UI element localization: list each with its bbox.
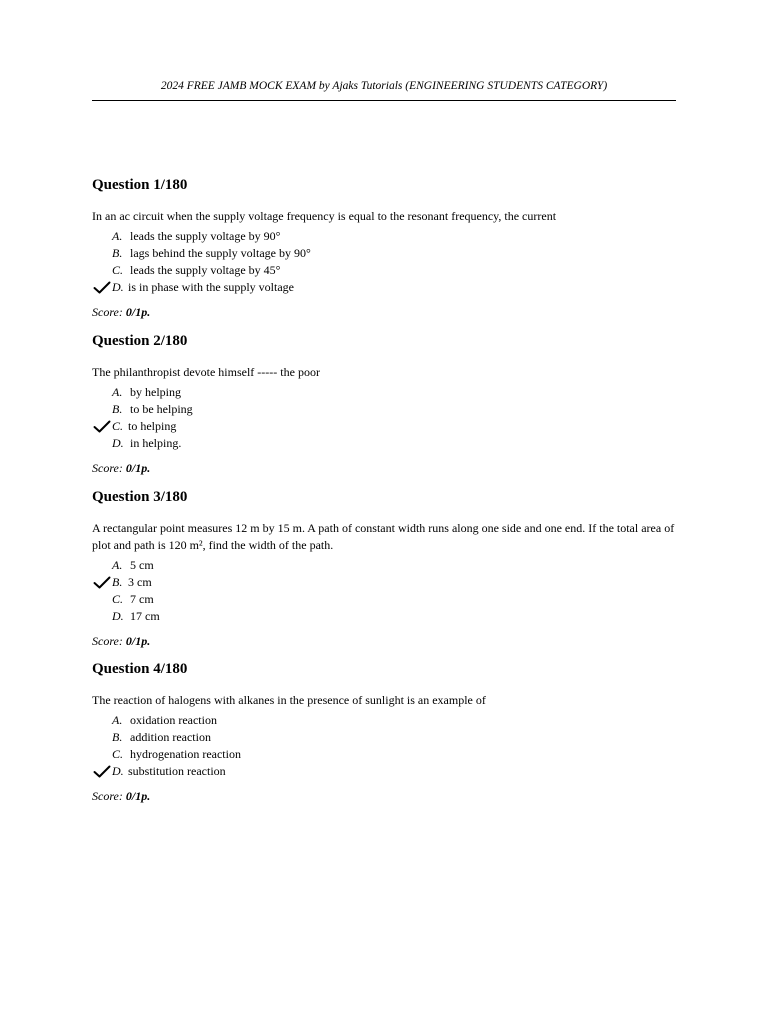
option-letter: C. [112, 747, 124, 761]
option-text: hydrogenation reaction [130, 747, 241, 761]
option-letter: B. [112, 246, 123, 260]
option-a[interactable] [92, 557, 676, 574]
option-b[interactable] [92, 401, 676, 418]
option-text: oxidation reaction [130, 713, 217, 727]
question-text: A rectangular point measures 12 m by 15 m. A path of constant width runs along one side and one end. If the total area of plot and path is 120 m², find the width of the path. [92, 521, 675, 552]
question-text: In an ac circuit when the supply voltage frequency is equal to the resonant frequency, the current [92, 209, 557, 223]
score-line [92, 633, 676, 650]
score-label: Score: [92, 634, 123, 648]
option-letter: C. [112, 419, 124, 433]
option-text: to helping [128, 419, 177, 433]
option-letter: B. [112, 402, 123, 416]
option-d[interactable] [92, 763, 676, 780]
option-c[interactable] [92, 591, 676, 608]
checkmark-icon [93, 420, 111, 433]
option-text: by helping [130, 385, 181, 399]
option-letter: D. [112, 436, 124, 450]
option-text: 5 cm [130, 558, 154, 572]
option-c[interactable] [92, 418, 676, 435]
option-text: in helping. [130, 436, 182, 450]
checkmark-icon [93, 576, 111, 589]
option-d[interactable] [92, 279, 676, 296]
score-label: Score: [92, 789, 123, 803]
option-d[interactable] [92, 608, 676, 625]
question-title: Question 2/180 [92, 333, 188, 349]
option-list [92, 557, 676, 625]
option-letter: B. [112, 575, 123, 589]
option-text: substitution reaction [128, 764, 226, 778]
option-c[interactable] [92, 746, 676, 763]
question-title: Question 3/180 [92, 489, 188, 505]
page-header: 2024 FREE JAMB MOCK EXAM by Ajaks Tutorials (ENGINEERING STUDENTS CATEGORY) [160, 80, 608, 92]
question-block-2 [92, 332, 676, 477]
option-letter: A. [112, 229, 123, 243]
option-a[interactable] [92, 712, 676, 729]
option-letter: C. [112, 592, 124, 606]
question-block-3 [92, 488, 676, 650]
option-a[interactable] [92, 384, 676, 401]
option-list [92, 384, 676, 452]
option-b[interactable] [92, 729, 676, 746]
option-text: lags behind the supply voltage by 90° [130, 246, 311, 260]
option-text: 3 cm [128, 575, 152, 589]
score-line [92, 788, 676, 805]
option-letter: B. [112, 730, 123, 744]
option-text: addition reaction [130, 730, 211, 744]
question-block-4 [92, 660, 676, 805]
option-b[interactable] [92, 245, 676, 262]
option-text: leads the supply voltage by 90° [130, 229, 281, 243]
option-list [92, 228, 676, 296]
header-divider [92, 100, 676, 101]
option-letter: A. [112, 558, 123, 572]
option-text: leads the supply voltage by 45° [130, 263, 281, 277]
option-c[interactable] [92, 262, 676, 279]
option-text: 7 cm [130, 592, 154, 606]
option-letter: A. [112, 713, 123, 727]
question-text: The reaction of halogens with alkanes in the presence of sunlight is an example of [92, 693, 486, 707]
score-value: 0/1p. [125, 461, 151, 475]
option-a[interactable] [92, 228, 676, 245]
option-text: is in phase with the supply voltage [128, 280, 294, 294]
option-letter: D. [112, 280, 124, 294]
option-b[interactable] [92, 574, 676, 591]
checkmark-icon [93, 281, 111, 294]
score-label: Score: [92, 305, 123, 319]
score-label: Score: [92, 461, 123, 475]
option-text: 17 cm [130, 609, 160, 623]
score-line [92, 460, 676, 477]
question-title: Question 1/180 [92, 177, 188, 193]
score-value: 0/1p. [125, 634, 151, 648]
score-value: 0/1p. [125, 789, 151, 803]
option-letter: A. [112, 385, 123, 399]
option-letter: D. [112, 609, 124, 623]
question-title: Question 4/180 [92, 661, 188, 677]
score-value: 0/1p. [125, 305, 151, 319]
option-d[interactable] [92, 435, 676, 452]
option-text: to be helping [130, 402, 193, 416]
option-list [92, 712, 676, 780]
option-letter: C. [112, 263, 124, 277]
question-block-1 [92, 176, 676, 321]
score-line [92, 304, 676, 321]
checkmark-icon [93, 765, 111, 778]
option-letter: D. [112, 764, 124, 778]
question-text: The philanthropist devote himself ----- the poor [92, 365, 320, 379]
